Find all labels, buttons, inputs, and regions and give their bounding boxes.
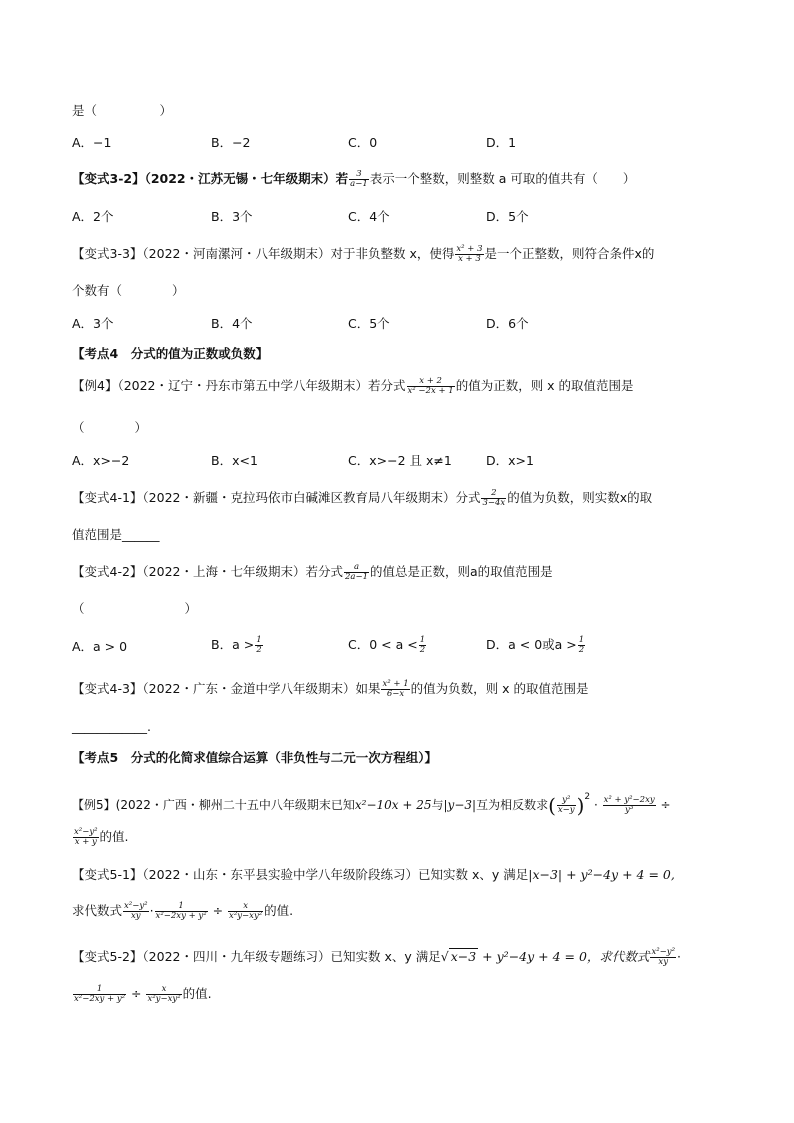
option-d: D．a < 0或a > $\frac{1}{2}$ bbox=[486, 635, 585, 655]
section-heading-point-4: 【考点4 分式的值为正数或负数】 bbox=[72, 346, 269, 361]
option-a: A．−1 bbox=[72, 135, 112, 150]
fraction: $\frac{3}{a-1}$ bbox=[350, 169, 368, 189]
question-3-3-suffix: 是一个正整数，则符合条件x的 bbox=[484, 246, 655, 261]
example-4 bbox=[72, 377, 634, 396]
question-5-2: 【变式5-2】（2022・四川・九年级专题练习）已知实数 x、y 满足√ x−3 + y²−4y + 4 = 0，求代数式 $\frac{\text{x²−y²}}{xy}$ · bbox=[72, 947, 681, 967]
question-3-3 bbox=[72, 245, 654, 264]
example-4-suffix: 的值为正数，则 x 的取值范围是 bbox=[455, 378, 634, 393]
fraction: $\frac{2}{3-4x}$ bbox=[482, 488, 506, 508]
question-3-2 bbox=[72, 170, 635, 189]
question-3-2-suffix: 表示一个整数，则整数 a 可取的值共有（ ） bbox=[369, 171, 636, 186]
question-4-3-suffix: 的值为负数，则 x 的取值范围是 bbox=[410, 681, 589, 696]
option-a: A．3个 bbox=[72, 316, 114, 331]
question-4-2-line2: （ ） bbox=[72, 601, 198, 616]
question-4-2 bbox=[72, 563, 553, 582]
example-5: 【例5】(2022・广西・柳州二十五中八年级期末已知x²−10x + 25与|y−3|互为相反数求( $\frac{\text{y²}}{x-y}$ )$^2$ · $\frac{\text{x² + y²−2xy}}{\text{y³}}$ ÷ bbox=[72, 792, 671, 818]
question-4-3-line2: ____________. bbox=[72, 719, 151, 734]
fraction: $\frac{\text{x² + 3}}{x + 3}$ bbox=[456, 244, 483, 264]
question-4-3 bbox=[72, 680, 588, 699]
option-b: B．−2 bbox=[211, 135, 251, 150]
question-4-2-prefix: 【变式4-2】（2022・上海・七年级期末）若分式 bbox=[72, 564, 343, 579]
option-c: C．5个 bbox=[348, 316, 390, 331]
question-4-1-suffix: 的值为负数，则实数x的取 bbox=[507, 490, 653, 505]
question-5-1: 【变式5-1】（2022・山东・东平县实验中学八年级阶段练习）已知实数 x、y 满足|x−3| + y²−4y + 4 = 0, bbox=[72, 867, 675, 882]
question-4-1-prefix: 【变式4-1】（2022・新疆・克拉玛依市白碱滩区教育局八年级期末）分式 bbox=[72, 490, 481, 505]
question-4-2-suffix: 的值总是正数，则a的取值范围是 bbox=[370, 564, 553, 579]
fraction: $\frac{x + 2}{\text{x² −2x + 1}}$ bbox=[407, 376, 454, 396]
option-b: B．x<1 bbox=[211, 453, 258, 468]
question-3-2-prefix: 【变式3-2】（2022・江苏无锡・七年级期末）若 bbox=[72, 171, 349, 186]
question-4-3-prefix: 【变式4-3】（2022・广东・金道中学八年级期末）如果 bbox=[72, 681, 381, 696]
example-4-line2: （ ） bbox=[72, 420, 148, 435]
option-b: B．3个 bbox=[211, 209, 253, 224]
example-5-line2: $\frac{\text{x²−y²}}{x + y}$ 的值. bbox=[74, 827, 129, 847]
section-heading-point-5: 【考点5 分式的化简求值综合运算（非负性与二元一次方程组）】 bbox=[72, 750, 437, 765]
option-b: B．a > $\frac{1}{2}$ bbox=[211, 635, 262, 655]
option-d: D．1 bbox=[486, 135, 517, 150]
option-c: C．x>−2 且 x≠1 bbox=[348, 453, 452, 468]
question-3-1-tail: 是（ ） bbox=[72, 103, 173, 118]
option-a: A．x>−2 bbox=[72, 453, 130, 468]
option-c: C．4个 bbox=[348, 209, 390, 224]
fraction: $\frac{a}{2a-1}$ bbox=[344, 562, 368, 582]
question-5-1-line2: 求代数式 $\frac{\text{x²−y²}}{xy}$ · $\frac{1}{\text{x²−2xy + y²}}$ ÷ $\frac{x}{\text{x²y−xy²}}$ 的值. bbox=[72, 901, 294, 921]
option-b: B．4个 bbox=[211, 316, 253, 331]
option-d: D．5个 bbox=[486, 209, 529, 224]
option-c: C．0 bbox=[348, 135, 378, 150]
question-3-3-prefix: 【变式3-3】（2022・河南漯河・八年级期末）对于非负整数 x，使得 bbox=[72, 246, 455, 261]
option-d: D．x>1 bbox=[486, 453, 534, 468]
question-5-2-line2: $\frac{1}{\text{x²−2xy + y²}}$ ÷ $\frac{x}{\text{x²y−xy²}}$ 的值. bbox=[74, 984, 212, 1004]
option-a: A．2个 bbox=[72, 209, 114, 224]
question-4-1 bbox=[72, 489, 652, 508]
fraction: $\frac{\text{x² + 1}}{6-x}$ bbox=[382, 679, 409, 699]
option-d: D．6个 bbox=[486, 316, 529, 331]
option-c: C．0 < a < $\frac{1}{2}$ bbox=[348, 635, 426, 655]
option-a: A．a > 0 bbox=[72, 639, 128, 654]
question-3-3-line2: 个数有（ ） bbox=[72, 283, 185, 298]
question-4-1-line2: 值范围是______ bbox=[72, 527, 160, 542]
example-4-prefix: 【例4】（2022・辽宁・丹东市第五中学八年级期末）若分式 bbox=[72, 378, 406, 393]
